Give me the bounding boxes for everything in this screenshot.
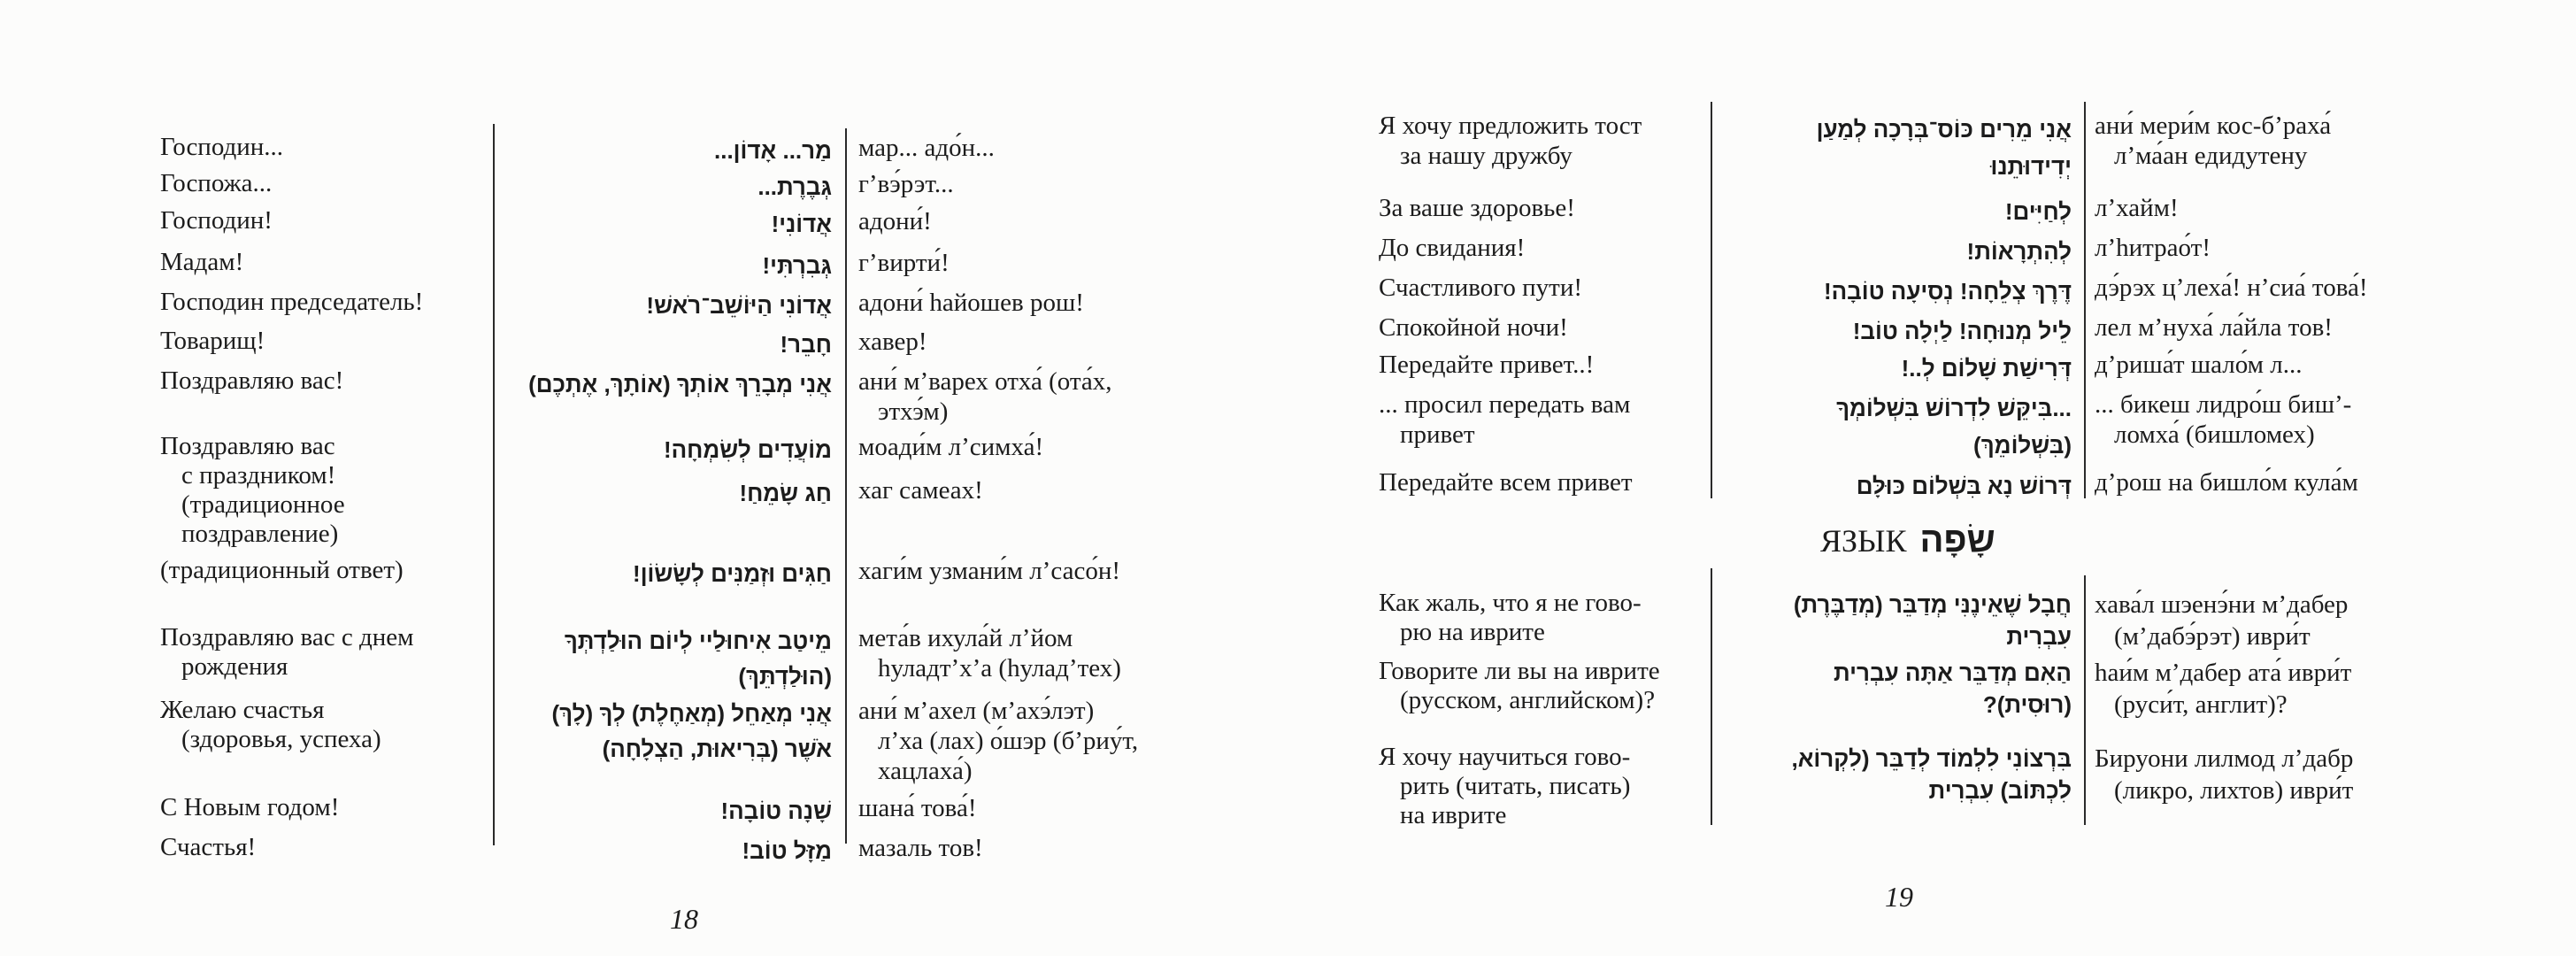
text-line: лел м’нуха́ ла́йла тов! [2095,313,2333,342]
text-line: д’риша́т шало́м л... [2095,351,2303,379]
text-line: (традиционное [181,490,345,519]
hebrew-phrase [739,475,832,511]
transliteration [858,248,950,278]
hebrew-phrase [1836,389,2072,464]
hebrew-phrase [1817,111,2072,185]
text-line: До свидания! [1379,234,1526,262]
hebrew-phrase [714,133,832,168]
transliteration [858,169,954,199]
transliteration [2095,111,2331,171]
text-line: с праздником! [181,461,336,490]
text-line: на иврите [1400,801,1507,829]
heading-russian: ЯЗЫК [1820,523,1907,559]
text-line: (רוּסִית)? [1982,691,2072,718]
text-line: мар... адо́н... [858,134,995,162]
text-line: מֵיטַב אִיחוּלַיי לְיוֹם הוּלַדְתְּךָ [564,628,832,654]
text-line: לְחַיִּים! [2004,198,2072,225]
text-line: לְהִתְרָאוֹת! [1966,238,2072,265]
hebrew-phrase [742,833,833,868]
transliteration [858,327,927,357]
text-line: גְּבֶרֶת... [757,173,832,200]
hebrew-phrase [720,793,832,829]
hebrew-phrase [664,432,832,467]
text-line: л’ха (лах) о́шэр (б’риу́т, [878,727,1139,755]
transliteration [858,133,995,163]
text-line: יְדִידוּתֵנוּ [1990,153,2072,180]
text-line: Я хочу научиться гово- [1379,743,1631,771]
russian-phrase [1379,233,1525,263]
text-line: (м’дабэ́рэт) иври́т [2114,622,2311,651]
text-line: (традиционный ответ) [160,556,404,584]
text-line: שָׁנָה טוֹבָה! [720,798,832,824]
text-line: Поздравляю вас с днем [160,623,414,651]
text-line: דְּרִישַׁת שָׁלוֹם לְ..! [1901,355,2072,382]
text-line: моади́м л’симха́! [858,433,1044,461]
transliteration [2095,743,2353,806]
text-line: עִבְרִית [2006,623,2072,650]
hebrew-phrase [633,556,832,591]
text-line: Поздравляю вас [160,432,335,460]
column-divider [1711,102,1712,498]
column-divider [493,124,495,845]
text-line: מַזָּל טוֹב! [742,837,832,864]
text-line: Господин... [160,133,284,161]
text-line: рить (читать, писать) [1400,772,1631,800]
text-line: Бируони лилмод л’дабр [2095,744,2354,773]
text-line: хава́л шэенэ́ни м’дабер [2095,590,2349,619]
russian-phrase [160,623,413,682]
text-line: мета́в ихула́й л’йом [858,624,1073,652]
transliteration [2095,350,2303,380]
text-line: בִּרְצוֹנִי לִלְמוֹד לְדַבֵּר (לִקְרוֹא, [1791,745,2072,772]
text-line: шана́ това́! [858,794,977,822]
text-line: Господин председатель! [160,288,424,316]
hebrew-phrase [1794,589,2072,652]
russian-phrase [160,833,256,862]
transliteration [2095,193,2179,223]
transliteration [2095,312,2333,343]
russian-phrase [160,696,381,754]
text-line: חַג שָׂמֵחַ! [739,480,832,506]
text-line: г’вирти́! [858,249,950,277]
text-line: поздравление) [181,520,339,548]
text-line: (русском, английском)? [1400,686,1656,714]
text-line: Я хочу предложить тост [1379,112,1642,140]
text-line: привет [1400,420,1475,449]
russian-phrase [1379,657,1660,715]
text-line: адони́ hайошев рош! [858,289,1084,317]
text-line: אֲנִי מְבָרֵךְ אוֹתְךָ (אוֹתָךְ, אֶתְכֶם) [528,371,832,397]
russian-phrase [160,327,265,356]
text-line: לִכְתּוֹב) עִבְרִית [1928,777,2072,804]
text-line: Госпожа... [160,169,273,197]
text-line: Желаю счастья [160,696,325,724]
hebrew-phrase [1967,233,2072,270]
text-line: ...בִּיקֵּשׁ לִדְרוֹשׁ בִּשְׁלוֹמְךָ [1836,395,2072,421]
text-line: חָבֵר! [780,331,832,358]
text-line: адони́! [858,207,932,235]
text-line: хавер! [858,328,927,356]
text-line: Поздравляю вас! [160,366,344,395]
russian-phrase [160,556,404,585]
text-line: Мадам! [160,248,244,276]
text-line: (руси́т, англит)? [2114,690,2288,719]
transliteration [858,475,983,505]
text-line: הַאִם מְדַבֵּר אַתָּה עִבְרִית [1834,659,2072,686]
text-line: Счастливого пути! [1379,274,1583,302]
russian-phrase [1379,743,1630,830]
russian-phrase [1379,389,1630,450]
hebrew-phrase [763,248,832,283]
text-line: ани́ м’ахел (м’ахэ́лэт) [858,697,1095,725]
text-line: л’хайм! [2095,194,2179,222]
transliteration [858,366,1112,427]
hebrew-phrase [1853,312,2072,350]
text-line: אֹשֶׁר (בְּרִיאוּת, הַצְלָחָה) [602,736,832,762]
text-line: ... бикеш лидро́ш биш’- [2095,390,2352,419]
text-line: Говорите ли вы на иврите [1379,657,1660,685]
text-line: г’вэ́рэт... [858,170,954,198]
text-line: рю на иврите [1400,618,1545,646]
text-line: חֲבָל שֶׁאֵינֶנִּי מְדַבֵּר (מְדַבֶּרֶת) [1793,591,2072,618]
russian-phrase [1379,350,1594,380]
transliteration [858,833,983,863]
russian-phrase [160,366,343,396]
russian-phrase [160,793,339,822]
hebrew-phrase [528,366,832,402]
russian-phrase [1379,193,1575,223]
text-line: хаг самеах! [858,476,983,505]
text-line: אֲדוֹנִי! [771,211,832,237]
text-line: Передайте всем привет [1379,468,1633,497]
text-line: דֶּרֶךְ צְלֵחָה! נְסִיעָה טוֹבָה! [1823,278,2072,305]
hebrew-phrase [1791,743,2072,806]
transliteration [2095,389,2351,450]
transliteration [858,793,976,823]
text-line: (בִּשְׁלוֹמֵךְ) [1973,432,2072,459]
transliteration [2095,657,2351,721]
transliteration [2095,467,2358,497]
text-line: хацлаха́) [878,757,973,785]
transliteration [858,288,1084,318]
text-line: л’ма́ан едидутену [2114,142,2308,170]
text-line: ... просил передать вам [1379,390,1631,419]
hebrew-phrase [565,623,832,694]
text-line: ани́ мери́м кос-б’раха́ [2095,112,2332,140]
text-line: этхэ́м) [878,397,949,426]
hebrew-phrase [1824,273,2072,310]
text-line: Товарищ! [160,327,265,355]
hebrew-phrase [772,206,832,242]
text-line: Как жаль, что я не гово- [1379,589,1642,617]
text-line: לֵיל מְנוּחָה! לַיְלָה טוֹב! [1852,318,2072,344]
text-line: אֲנִי מְאַחֵל (מְאַחֶלֶת) לְךָ (לָךְ) [551,700,832,727]
section-heading [1820,520,1995,560]
text-line: л’hитрао́т! [2095,234,2211,262]
text-line: hаи́м м’дабер ата́ иври́т [2095,659,2352,687]
text-line: (ликро, лихтов) иври́т [2114,776,2354,805]
column-divider [2084,102,2086,498]
russian-phrase [1379,111,1642,171]
column-divider [845,128,847,844]
column-divider [1711,568,1712,825]
text-line: рождения [181,652,288,681]
hebrew-phrase [646,288,832,323]
russian-phrase [1379,273,1582,303]
hebrew-phrase [1902,350,2072,387]
transliteration [858,432,1043,462]
text-line: מַר... אָדוֹן... [714,137,832,164]
text-line: Господин! [160,206,273,235]
hebrew-phrase [1857,467,2072,505]
text-line: ломха́ (бишломех) [2114,420,2315,449]
column-divider [2084,575,2086,825]
text-line: Спокойной ночи! [1379,313,1568,342]
text-line: דְּרוֹשׁ נָא בִּשְׁלוֹם כּוּלָּם [1856,473,2072,499]
text-line: מוֹעֲדִים לְשִׂמְחָה! [663,436,832,463]
russian-phrase [1379,589,1642,647]
text-line: за нашу дружбу [1400,142,1573,170]
russian-phrase [160,248,243,277]
russian-phrase [160,206,273,235]
hebrew-phrase [2005,193,2072,230]
heading-hebrew: שָׂפָה [1919,520,1995,559]
text-line: За ваше здоровье! [1379,194,1575,222]
page-number: 19 [1885,881,1913,913]
text-line: мазаль тов! [858,834,983,862]
text-line: (הוּלַדְתֵּךְ) [738,663,832,690]
transliteration [858,206,932,236]
text-line: д’рош на бишло́м кула́м [2095,468,2358,497]
text-line: חַגִּים וּזְמַנִּים לְשָׂשׂוֹן! [633,560,832,587]
russian-phrase [160,169,272,198]
hebrew-phrase [1834,657,2072,721]
transliteration [858,696,1138,786]
page-19 [1288,0,2576,956]
russian-phrase [160,288,423,317]
transliteration [2095,589,2348,652]
transliteration [858,556,1120,586]
page-number: 18 [670,903,698,935]
hebrew-phrase [780,327,833,362]
russian-phrase [160,133,283,162]
text-line: Передайте привет..! [1379,351,1595,379]
text-line: С Новым годом! [160,793,340,821]
text-line: hуладт’х’а (hулад’тех) [878,654,1121,682]
russian-phrase [160,432,345,549]
text-line: Счастья! [160,833,257,861]
text-line: ани́ м’варех отха́ (ота́х, [858,367,1112,396]
russian-phrase [1379,312,1568,343]
hebrew-phrase [757,169,832,204]
transliteration [2095,273,2368,303]
text-line: אֲדוֹנִי הַיּוֹשֵׁב־רֹאשׁ! [646,292,832,319]
transliteration [2095,233,2211,263]
text-line: גְּבִרְתִּי! [762,252,832,279]
text-line: (здоровья, успеха) [181,725,381,753]
text-line: хаги́м узмани́м л’сасо́н! [858,557,1120,585]
text-line: дэ́рэх ц’леха́! н’сиа́ това́! [2095,274,2368,302]
russian-phrase [1379,467,1633,497]
text-line: אֲנִי מֵרִים כּוֹס־בְּרָכָה לְמַעַן [1816,116,2072,143]
transliteration [858,623,1121,683]
hebrew-phrase [552,696,832,767]
